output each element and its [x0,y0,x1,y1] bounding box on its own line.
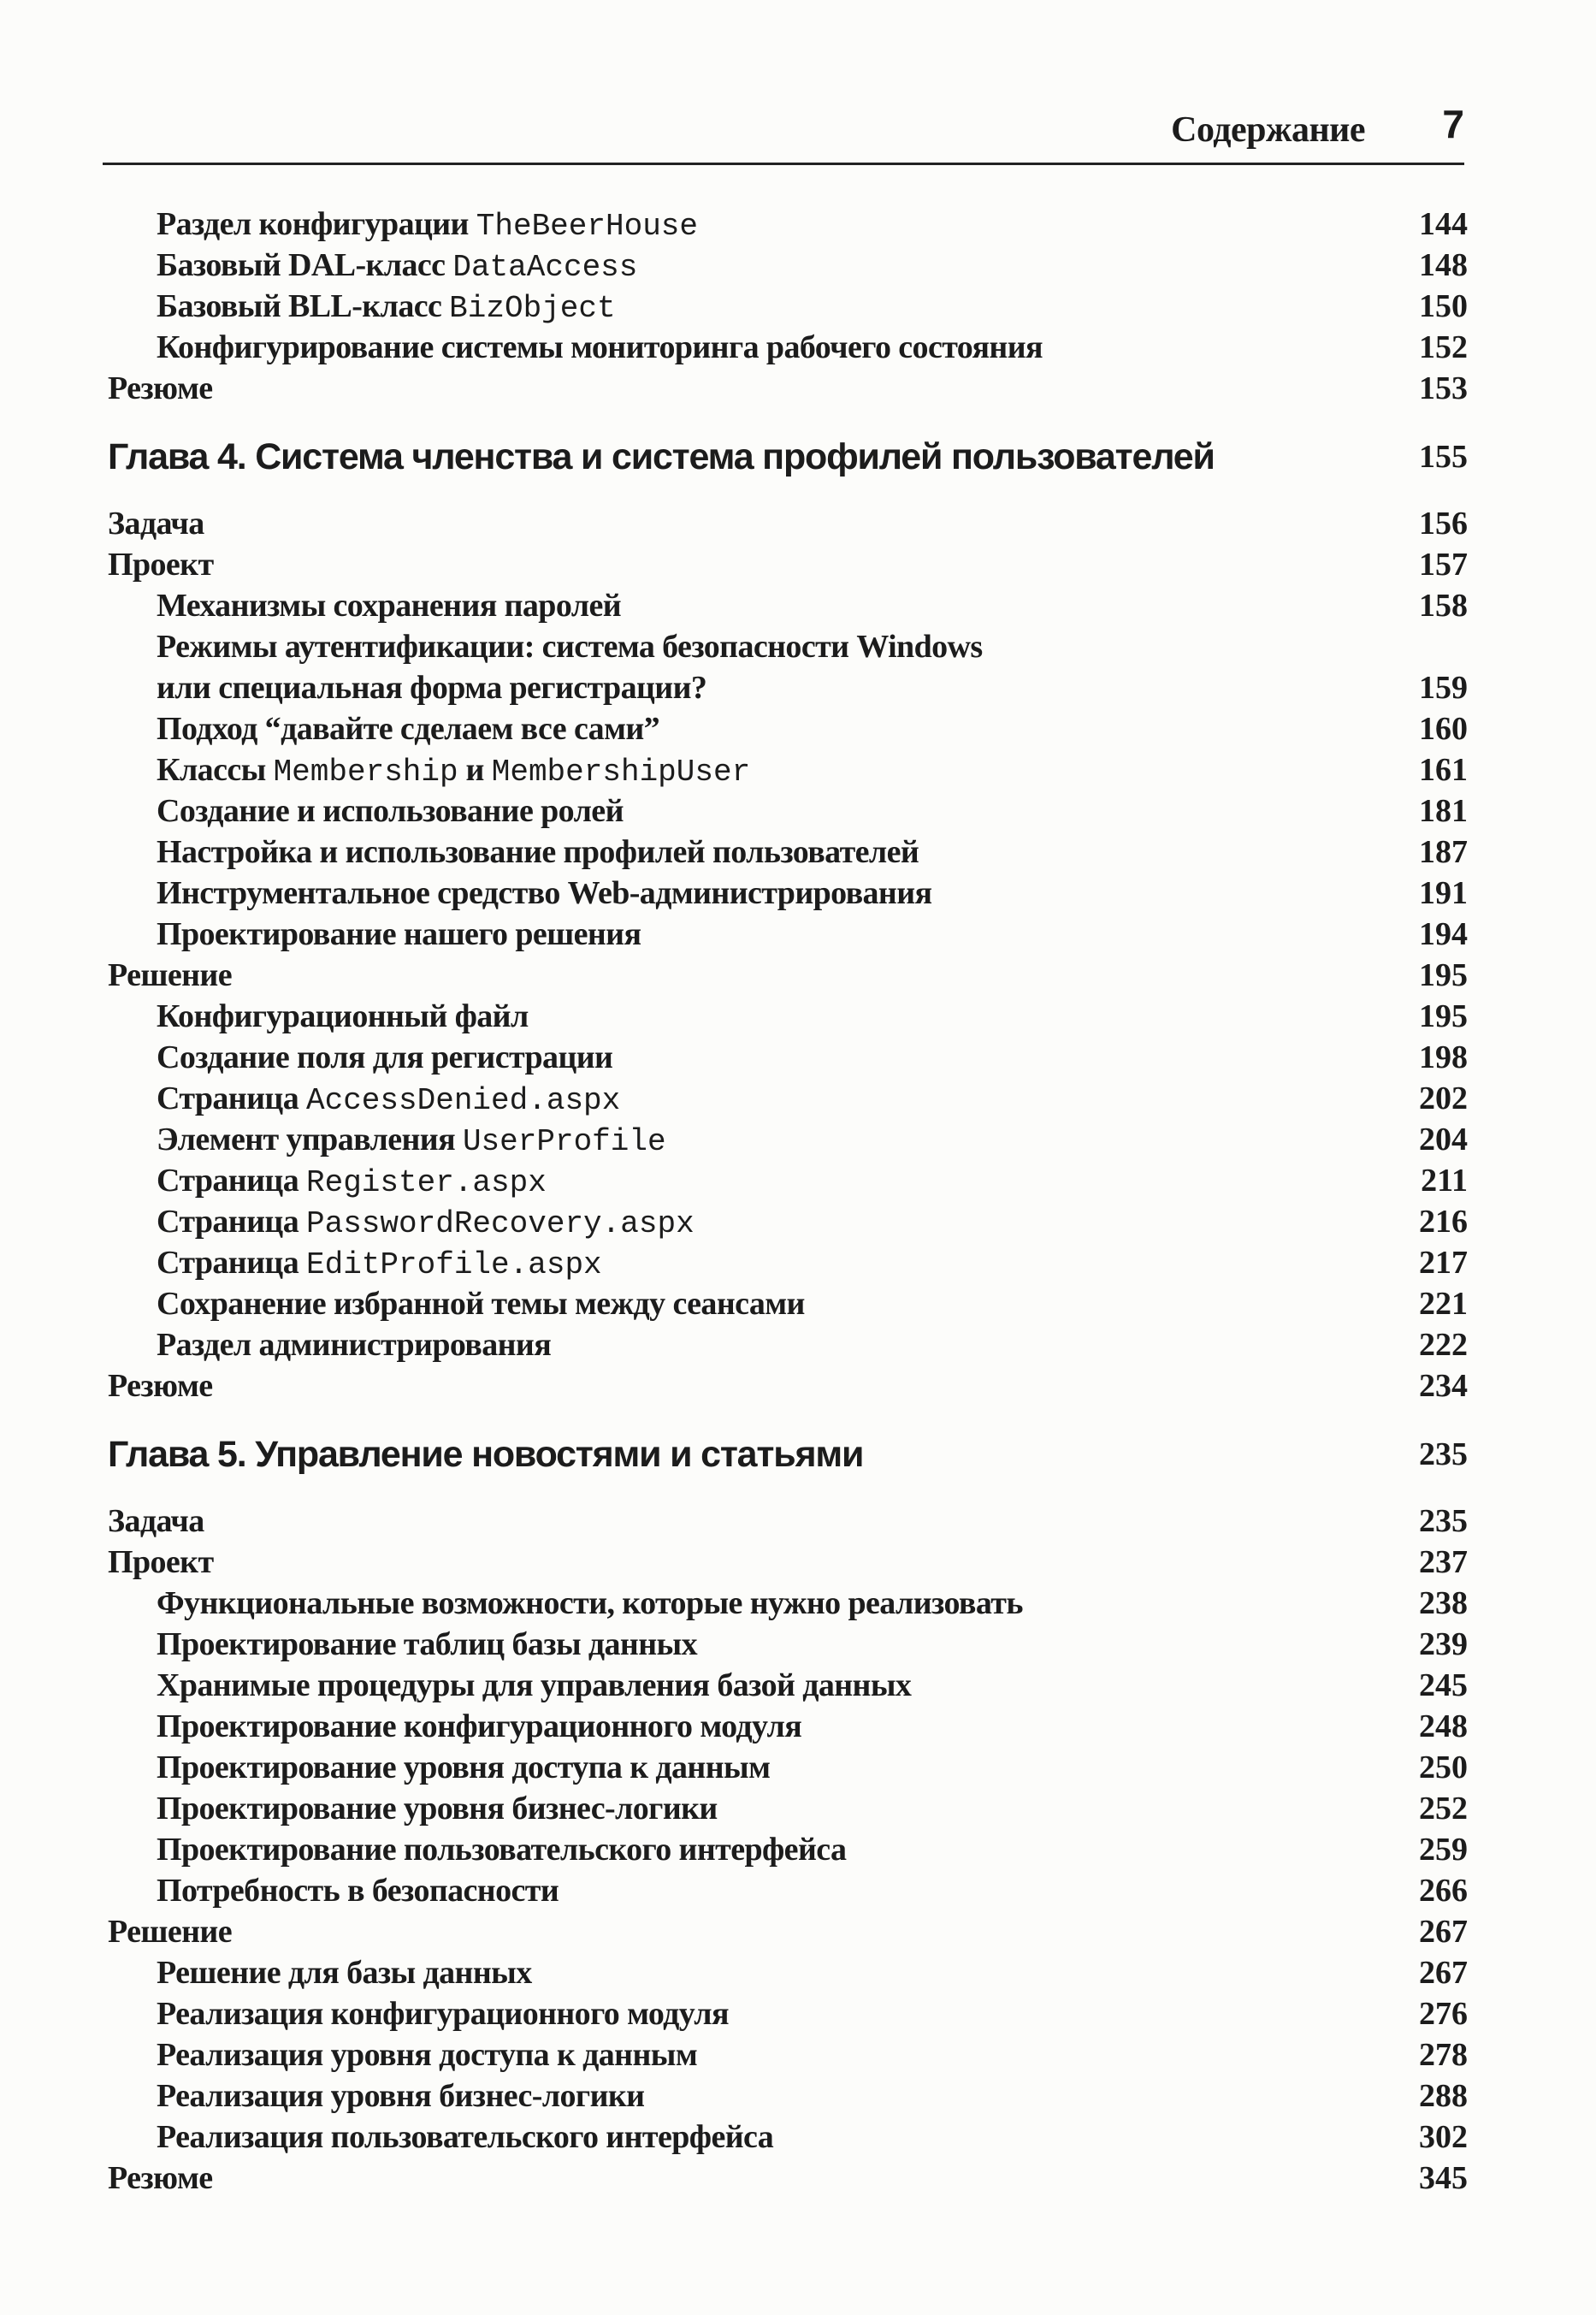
toc-entry-text: Настройка и использование профилей пользователей [157,834,919,870]
toc-entry-text: Подход “давайте сделаем все сами” [157,711,660,747]
toc-entry-title [157,1665,911,1706]
toc-entry-page-number: 181 [1419,793,1468,829]
toc-entry [0,1365,1596,1406]
toc-entry-title [108,368,213,409]
toc-entry-title [108,1365,213,1406]
toc-entry-text: Проектирование уровня доступа к данным [157,1750,771,1785]
header-title: Содержание [1171,110,1365,150]
toc-entry-title [157,1119,666,1163]
toc-entry-page-number: 239 [1419,1626,1468,1662]
toc-entry [0,1119,1596,1160]
toc-entry-text: Решение для базы данных [157,1955,532,1991]
toc-entry [0,2117,1596,2158]
toc-entry [0,1747,1596,1788]
toc-entry [0,1952,1596,1993]
toc-entry-text: Задача [108,1503,204,1539]
toc-entry [0,2158,1596,2199]
toc-entry-page-number: 198 [1419,1039,1468,1075]
toc-entry-page-number: 278 [1419,2037,1468,2073]
toc-entry-text: Потребность в безопасности [157,1873,559,1909]
toc-entry-title [108,503,204,544]
toc-entry-page-number: 195 [1419,998,1468,1034]
toc-entry [0,873,1596,914]
toc-entry-code: DataAccess [452,250,638,285]
toc-entry [0,1201,1596,1242]
toc-entry-text: Сохранение избранной темы между сеансами [157,1286,805,1322]
toc-entry-title [108,1501,204,1542]
toc-entry-text: Элемент управления [157,1122,463,1158]
header-page-number: 7 [1442,102,1464,146]
toc-entry-title [108,436,1215,477]
toc-entry-text: Проектирование конфигурационного модуля [157,1708,802,1744]
toc-entry-code: PasswordRecovery.aspx [306,1206,695,1241]
toc-entry-title [157,832,919,873]
toc-entry [0,1870,1596,1911]
toc-entry-title [157,1078,620,1122]
toc-entry-title [157,1201,695,1245]
toc-entry [0,626,1596,706]
toc-entry-page-number: 252 [1419,1791,1468,1827]
toc-entry-title [157,327,1043,368]
toc-entry [0,585,1596,626]
toc-entry-title [157,1993,729,2034]
toc-entry-page-number: 156 [1419,506,1468,542]
toc-entry-title [157,1706,801,1747]
toc-entry-page-number: 202 [1419,1081,1468,1116]
toc-entry-title [157,873,931,914]
toc-entry-text: Глава 4. Система членства и система профилей пользователей [108,436,1215,477]
toc-entry-page-number: 235 [1419,1436,1468,1472]
toc-entry [0,245,1596,286]
toc-entry-page-number: 245 [1419,1667,1468,1703]
toc-entry-code: Membership [273,755,458,790]
toc-entry-title [157,585,621,626]
toc-entry-text: Реализация конфигурационного модуля [157,1996,729,2032]
toc-entry-text: Реализация пользовательского интерфейса [157,2119,774,2155]
toc-entry-page-number: 266 [1419,1873,1468,1909]
toc-entry-text: Конфигурационный файл [157,998,529,1034]
toc-entry-page-number: 148 [1419,247,1468,283]
toc-entry-text: Создание поля для регистрации [157,1039,613,1075]
toc-entry-text: Раздел конфигурации [157,206,476,242]
toc-entry [0,1665,1596,1706]
toc-entry-page-number: 267 [1419,1914,1468,1950]
toc-entry-title [157,204,698,247]
toc-entry [0,1501,1596,1542]
toc-entry-code: TheBeerHouse [476,209,699,244]
toc-entry-text: Резюме [108,370,213,406]
toc-entry-text: Функциональные возможности, которые нужно реализовать [157,1585,1023,1621]
toc-entry-page-number: 235 [1419,1503,1468,1539]
toc-entry-text: Инструментальное средство Web-администрирования [157,875,932,911]
toc-entry-title [157,245,637,288]
toc-entry-page-number: 158 [1419,588,1468,624]
toc-entry-text: Проектирование нашего решения [157,916,641,952]
toc-entry-page-number: 157 [1419,547,1468,583]
toc-entry-title [157,1624,697,1665]
toc-entry-text: Задача [108,506,204,542]
toc-entry-code: BizObject [449,291,616,326]
toc-entry-text: Базовый DAL-класс [157,247,453,283]
toc-entry-code: MembershipUser [491,755,751,790]
toc-entry [0,204,1596,245]
toc-entry-text: Создание и использование ролей [157,793,624,829]
toc-entry [0,996,1596,1037]
toc-entry-title [157,2075,644,2117]
toc-entry-title [157,2117,773,2158]
toc-entry-page-number: 195 [1419,957,1468,993]
toc-entry-page-number: 221 [1419,1286,1468,1322]
toc-entry [0,832,1596,873]
toc-entry-text: Проектирование пользовательского интерфейса [157,1832,847,1868]
toc-entry-text: Резюме [108,2160,213,2196]
toc-entry-title [157,1583,1023,1624]
toc-entry [0,790,1596,832]
toc-entry [0,1324,1596,1365]
toc-entry [0,503,1596,544]
toc-entry-title [157,1952,532,1993]
toc-entry-text: Резюме [108,1368,213,1404]
toc-entry [0,1706,1596,1747]
toc-entry-title [157,1870,559,1911]
toc-entry [0,2075,1596,2117]
toc-entry-page-number: 152 [1419,329,1468,365]
page-header [103,101,1464,165]
toc-entry-title [108,2158,213,2199]
toc-entry-text: Проектирование таблиц базы данных [157,1626,697,1662]
toc-entry-text: Реализация уровня бизнес-логики [157,2078,645,2114]
toc-chapter-heading [0,1434,1596,1475]
toc-entry-page-number: 217 [1419,1245,1468,1281]
toc-entry-page-number: 187 [1419,834,1468,870]
toc-entry [0,286,1596,327]
toc-entry-text: Проект [108,547,214,583]
toc-entry-title [157,1242,602,1286]
toc-entry-title [157,1324,551,1365]
toc-entry-code: UserProfile [462,1124,666,1159]
toc-entry-title [157,1283,805,1324]
toc-entry [0,1788,1596,1829]
toc-entry-text: и [458,752,492,788]
toc-entry-page-number: 237 [1419,1544,1468,1580]
toc-entry-code: Register.aspx [306,1165,547,1200]
toc-entry-page-number: 234 [1419,1368,1468,1404]
toc-entry [0,1993,1596,2034]
toc-entry-text: Страница [157,1204,306,1240]
toc-entry-title [157,1747,770,1788]
toc-entry-text: Базовый BLL-класс [157,288,450,324]
toc-entry-page-number: 259 [1419,1832,1468,1868]
toc-chapter-heading [0,436,1596,477]
toc-entry [0,368,1596,409]
toc-entry-code: EditProfile.aspx [306,1247,602,1282]
toc-entry-title [108,544,214,585]
toc-entry-title [157,1788,718,1829]
toc-entry-page-number: 216 [1419,1204,1468,1240]
toc-entry [0,914,1596,955]
toc-entry-title [108,1542,214,1583]
toc-entry-title [157,1829,846,1870]
toc-entry-page-number: 276 [1419,1996,1468,2032]
toc-entry-page-number: 222 [1419,1327,1468,1363]
toc-entry-title [157,996,529,1037]
toc-entry [0,955,1596,996]
toc-entry [0,1542,1596,1583]
toc-entry-title [157,749,750,793]
toc-entry-page-number: 302 [1419,2119,1468,2155]
toc-entry-page-number: 144 [1419,206,1468,242]
toc-entry [0,1624,1596,1665]
toc-entry-page-number: 191 [1419,875,1468,911]
toc-entry-title [157,626,983,667]
toc-entry-text: Проект [108,1544,214,1580]
toc-entry [0,1160,1596,1201]
toc-entry-text: Классы [157,752,274,788]
toc-entry-text: Страница [157,1081,306,1116]
toc-entry-page-number: 153 [1419,370,1468,406]
toc-entry [0,749,1596,790]
toc-entry-page-number: 238 [1419,1585,1468,1621]
toc-entry [0,327,1596,368]
toc-entry-page-number: 288 [1419,2078,1468,2114]
toc-entry-page-number: 211 [1421,1163,1468,1199]
toc-entry-title [157,1160,547,1204]
toc-entry-page-number: 267 [1419,1955,1468,1991]
toc-entry-text: Режимы аутентификации: система безопасности Windows [157,629,983,665]
toc-entry [0,1242,1596,1283]
toc-entry-text: Проектирование уровня бизнес-логики [157,1791,718,1827]
toc-entry [0,2034,1596,2075]
toc-entry [0,1037,1596,1078]
toc-entry [0,1911,1596,1952]
toc-entry [0,1078,1596,1119]
toc-entry-title [157,914,641,955]
toc-entry [0,1283,1596,1324]
toc-entry-page-number: 150 [1419,288,1468,324]
toc-entry-page-number: 160 [1419,711,1468,747]
toc-entry-title-continued: или специальная форма регистрации? [157,670,707,706]
toc-entry-title [157,708,659,749]
toc-entry [0,1829,1596,1870]
toc-entry-title [157,790,624,832]
toc-entry-title [157,2034,697,2075]
toc-entry-text: Решение [108,957,232,993]
toc-entry-title [108,955,232,996]
toc-entry-code: AccessDenied.aspx [306,1083,621,1118]
toc-entry-text: Хранимые процедуры для управления базой данных [157,1667,912,1703]
toc-entry-text: Глава 5. Управление новостями и статьями [108,1434,864,1475]
toc-entry-page-number: 345 [1419,2160,1468,2196]
toc-entry-page-number: 248 [1419,1708,1468,1744]
toc-entry [0,1583,1596,1624]
toc-entry-text: Страница [157,1245,306,1281]
toc-entry-text: Реализация уровня доступа к данным [157,2037,698,2073]
toc-entry-page-number: 161 [1419,752,1468,788]
toc-entry-page-number: 194 [1419,916,1468,952]
toc-entry-page-number: 204 [1419,1122,1468,1158]
toc-entry-text: Страница [157,1163,306,1199]
toc-entry-title [108,1911,232,1952]
toc-entry-page-number: 155 [1419,439,1468,475]
toc-entry-title [157,286,616,329]
toc-entry-text: Конфигурирование системы мониторинга рабочего состояния [157,329,1043,365]
toc-entry [0,544,1596,585]
toc-entry-page-number: 250 [1419,1750,1468,1785]
toc-entry [0,708,1596,749]
toc-entry-text: Решение [108,1914,232,1950]
toc-entry-text: Механизмы сохранения паролей [157,588,622,624]
toc-entry-text: Раздел администрирования [157,1327,552,1363]
toc-entry-title [108,1434,863,1475]
toc-entry-title [157,1037,612,1078]
toc-entry-page-number: 159 [1419,670,1468,706]
